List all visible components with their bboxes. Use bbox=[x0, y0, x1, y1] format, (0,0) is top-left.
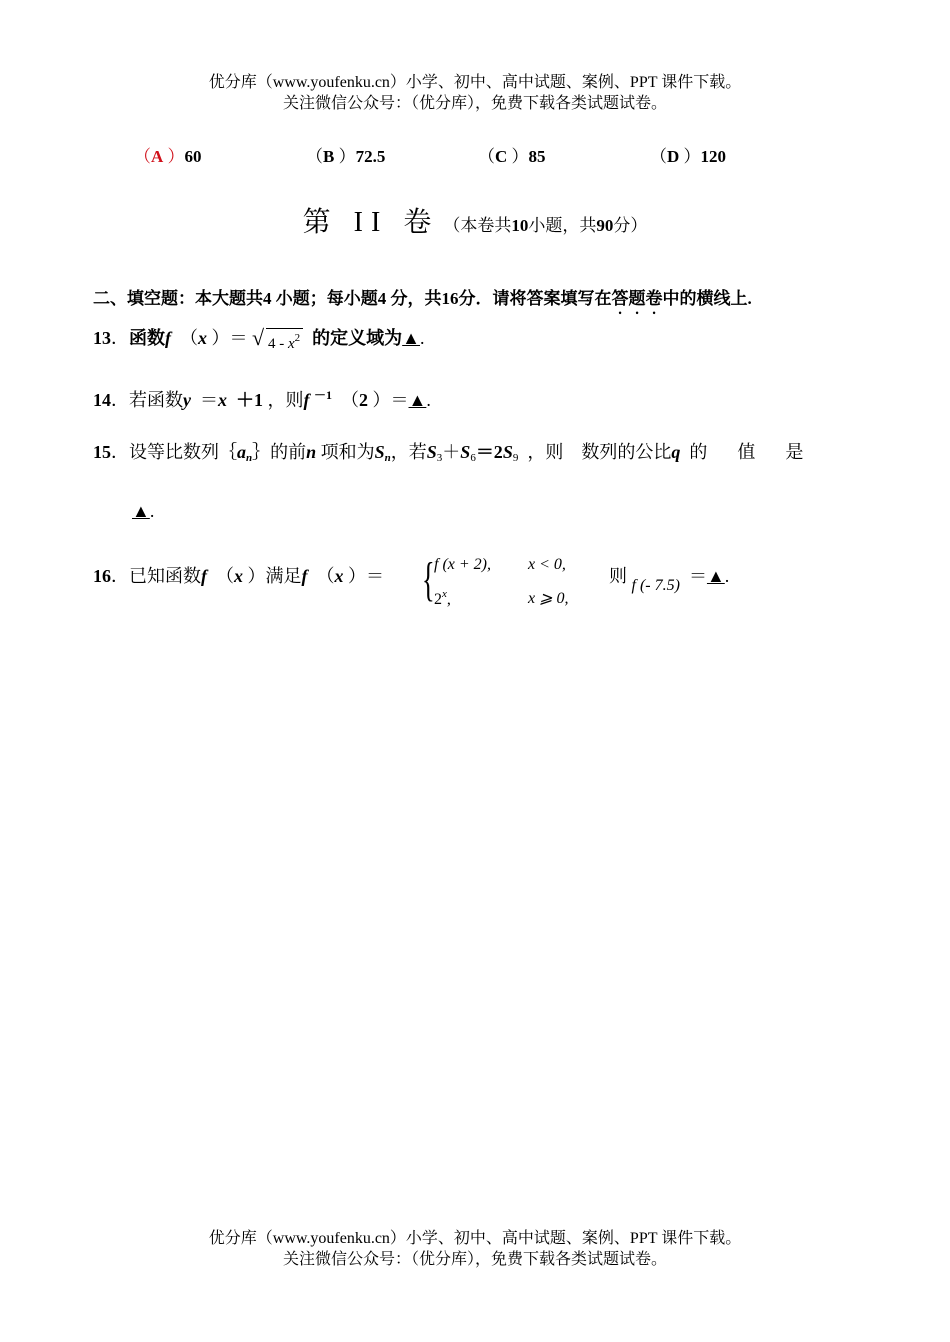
sqrt-expression: √ $4 - x^2$ bbox=[252, 328, 303, 353]
piecewise-function bbox=[422, 553, 612, 612]
option-d-value: 120 bbox=[700, 147, 727, 166]
option-c-letter: C bbox=[495, 147, 508, 166]
section-title-main: 第 II 卷 bbox=[302, 207, 440, 238]
question-15: 15．设等比数列$\{a_n\}$的前n 项和为$S_n$，若$S_3+S_6=2S_9$ ，则 数列的公比q 的 值 是 bbox=[93, 442, 810, 464]
question-number: 14 bbox=[93, 390, 111, 410]
header-banner bbox=[0, 72, 950, 114]
option-c: （C ）85 bbox=[478, 147, 546, 166]
option-d: （D ）120 bbox=[650, 147, 727, 166]
option-a: （A ）60 bbox=[134, 147, 202, 166]
option-b-value: 72.5 bbox=[355, 147, 386, 166]
option-b-letter: B bbox=[323, 147, 335, 166]
left-brace: { bbox=[422, 553, 435, 606]
footer-line-2: 关注微信公众号：（优分库），免费下载各类试题试卷。 bbox=[282, 1251, 667, 1268]
option-c-value: 85 bbox=[528, 147, 546, 166]
part-heading: 二、填空题：本大题共4 小题；每小题4 分，共16分．请将答案填写在答题卷中的横线上. bbox=[93, 289, 752, 308]
case-1-condition: x < 0, bbox=[528, 556, 566, 573]
header-line-1: 优分库（www.youfenku.cn）小学、初中、高中试题、案例、PPT 课件下载。 bbox=[208, 74, 742, 91]
footer-banner bbox=[0, 1228, 950, 1270]
option-a-letter: A bbox=[151, 147, 164, 166]
answer-options bbox=[0, 142, 950, 166]
question-15-blank-line: ▲. bbox=[132, 501, 155, 521]
answer-blank: ▲ bbox=[402, 328, 420, 348]
question-16-tail: 则 f (- 7.5) ＝▲. bbox=[609, 566, 730, 594]
question-number: 15 bbox=[93, 442, 111, 462]
option-d-letter: D bbox=[667, 147, 680, 166]
option-b: （B ）72.5 bbox=[306, 147, 386, 166]
question-14: 14．若函数y ＝x ＋1 ，则f $^{-1}$ （2 ）＝▲. bbox=[93, 388, 431, 410]
question-16: 16．已知函数f （x ）满足f （x ）＝ bbox=[93, 566, 384, 586]
case-2-condition: x ⩾ 0, bbox=[528, 590, 569, 607]
answer-blank: ▲ bbox=[706, 566, 725, 586]
answer-blank: ▲ bbox=[132, 501, 150, 521]
case-1-expression: f (x + 2), bbox=[434, 556, 491, 573]
case-2-expression: 2$^x$, bbox=[434, 588, 451, 608]
footer-line-1: 优分库（www.youfenku.cn）小学、初中、高中试题、案例、PPT 课件下载。 bbox=[208, 1230, 742, 1247]
evaluation-expression: f (- 7.5) bbox=[631, 577, 680, 594]
option-a-value: 60 bbox=[184, 147, 202, 166]
question-number: 13 bbox=[93, 328, 111, 348]
answer-blank: ▲ bbox=[408, 390, 427, 410]
question-13: 13．函数f （x ）＝ √ $4 - x^2$ 的定义域为▲. bbox=[93, 325, 425, 352]
section-title bbox=[0, 200, 950, 240]
question-number: 16 bbox=[93, 566, 111, 586]
answer-sheet-emphasis: 答题卷 bbox=[611, 289, 663, 308]
section-note: （本卷共10小题，共90分） bbox=[443, 216, 648, 235]
header-line-2: 关注微信公众号：（优分库），免费下载各类试题试卷。 bbox=[282, 95, 667, 112]
